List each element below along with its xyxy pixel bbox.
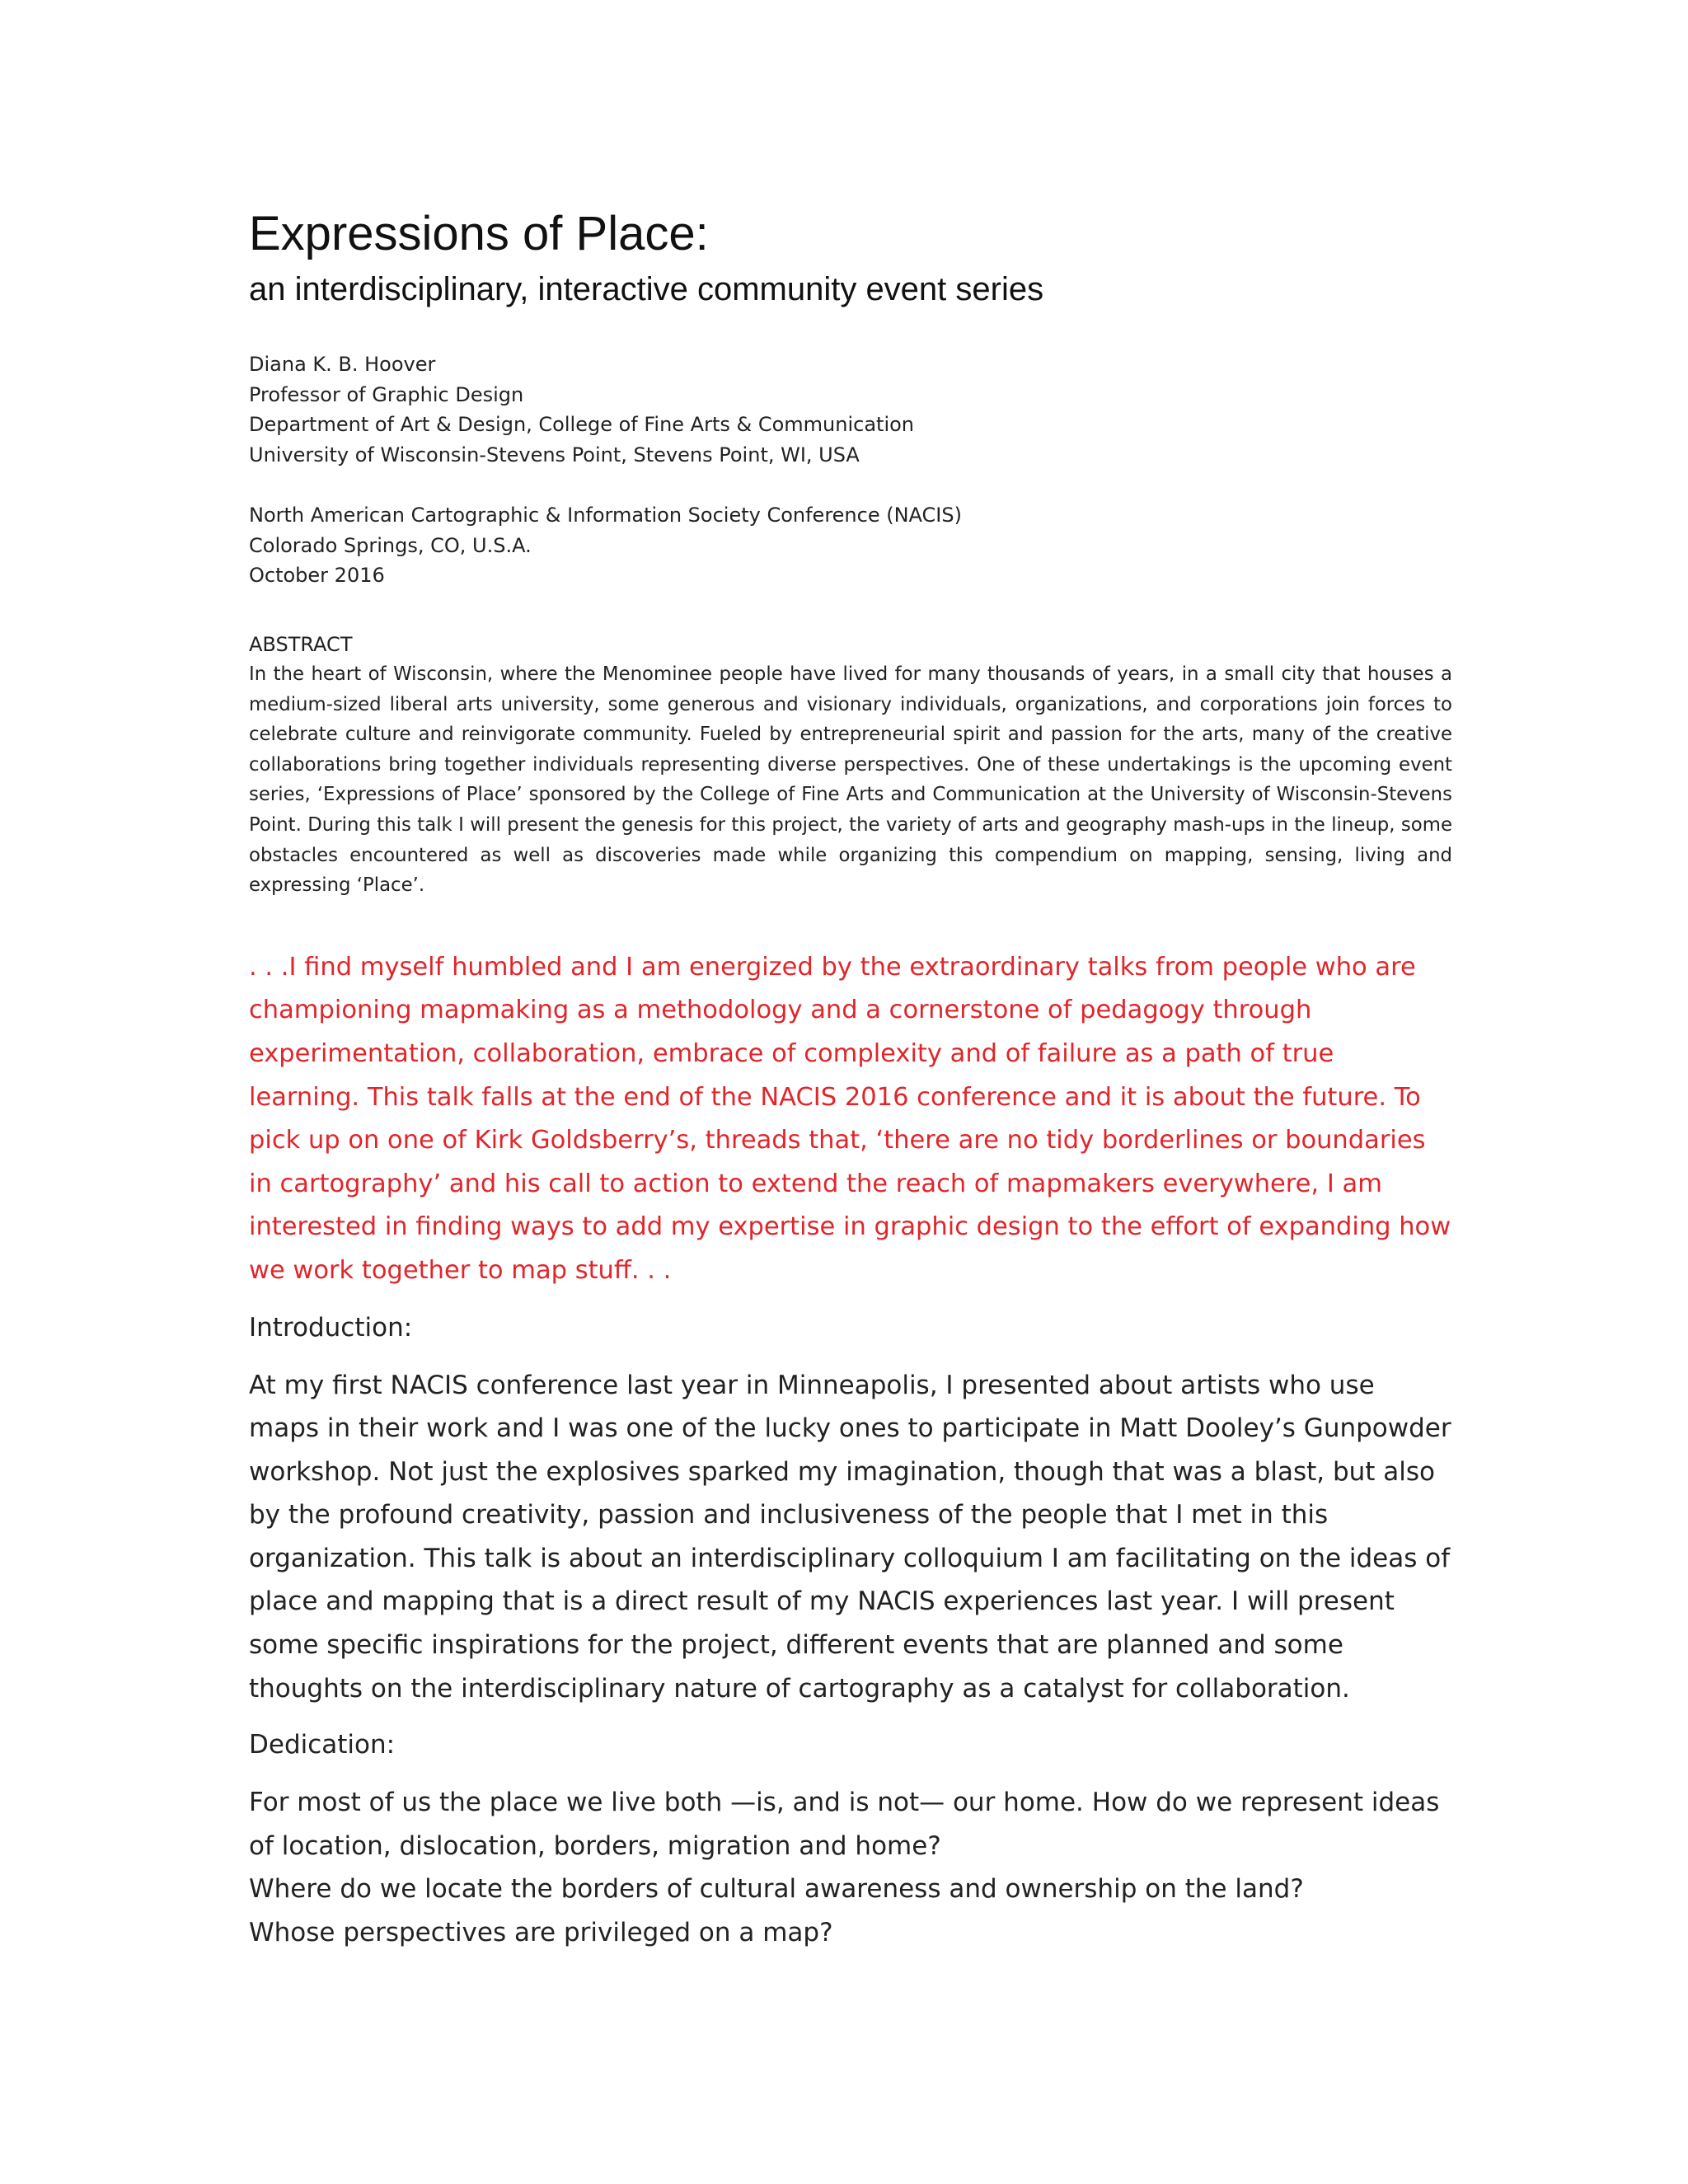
- introduction-text: At my first NACIS conference last year in Minneapolis, I presented about artists who use maps in their work and I was one of the lucky ones to participate in Matt Dooley’s Gunpowder workshop. Not just the explosives sparked my imagination, though that was a blast, but also by the profound creativity, passion and inclusiveness of the people that I met in this organization. This talk is about an interdisciplinary colloquium I am facilitating on the ideas of place and mapping that is a direct result of my NACIS experiences last year. I will present some specific inspirations for the project, different events that are planned and some thoughts on the interdisciplinary nature of cartography as a catalyst for collaboration.: [249, 1370, 1451, 1704]
- author-position: Professor of Graphic Design: [249, 382, 524, 406]
- dedication-line: Where do we locate the borders of cultural awareness and ownership on the land?: [249, 1874, 1304, 1905]
- conference-block: [249, 500, 1452, 591]
- introduction-heading: Introduction:: [249, 1312, 413, 1343]
- author-name: Diana K. B. Hoover: [249, 353, 436, 376]
- author-block: [249, 349, 1452, 470]
- abstract-heading: ABSTRACT: [249, 632, 353, 656]
- conference-date: October 2016: [249, 564, 385, 587]
- dedication-line: Whose perspectives are privileged on a map?: [249, 1918, 833, 1948]
- document-subtitle: an interdisciplinary, interactive community event series: [249, 271, 1044, 307]
- conference-name: North American Cartographic & Information Society Conference (NACIS): [249, 504, 962, 527]
- dedication-heading: Dedication:: [249, 1730, 396, 1760]
- dedication-line: For most of us the place we live both —is, and is not— our home. How do we represent ideas of location, dislocation, borders, migration and home?: [249, 1788, 1440, 1861]
- author-university: University of Wisconsin-Stevens Point, Stevens Point, WI, USA: [249, 443, 860, 466]
- conference-location: Colorado Springs, CO, U.S.A.: [249, 533, 532, 557]
- document-title: Expressions of Place:: [249, 207, 709, 260]
- document-page: [249, 206, 1452, 1955]
- abstract-text: In the heart of Wisconsin, where the Menominee people have lived for many thousands of years, in a small city that houses a medium-sized liberal arts university, some generous and visionary individuals, organizations, and corporations join forces to celebrate culture and reinvigorate community. Fueled by entrepreneurial spirit and passion for the arts, many of the creative collaborations bring together individuals representing diverse perspectives. One of these undertakings is the upcoming event series, ‘Expressions of Place’ sponsored by the College of Fine Arts and Communication at the University of Wisconsin-Stevens Point. During this talk I will present the genesis for this project, the variety of arts and geography mash-ups in the lineup, some obstacles encountered as well as discoveries made while organizing this compendium on mapping, sensing, living and expressing ‘Place’.: [249, 663, 1452, 897]
- abstract-section: [249, 630, 1452, 901]
- dedication-text: [249, 1781, 1452, 1954]
- pull-quote: . . .I find myself humbled and I am energized by the extraordinary talks from people who are championing mapmaking as a methodology and a cornerstone of pedagogy through experimentation, collaboration, embrace of complexity and of failure as a path of true learning. This talk falls at the end of the NACIS 2016 conference and it is about the future. To pick up on one of Kirk Goldsberry’s, threads that, ‘there are no tidy borderlines or boundaries in cartography’ and his call to action to extend the reach of mapmakers everywhere, I am interested in finding ways to add my expertise in graphic design to the effort of expanding how we work together to map stuff. . .: [249, 952, 1451, 1285]
- author-department: Department of Art & Design, College of Fine Arts & Communication: [249, 413, 915, 436]
